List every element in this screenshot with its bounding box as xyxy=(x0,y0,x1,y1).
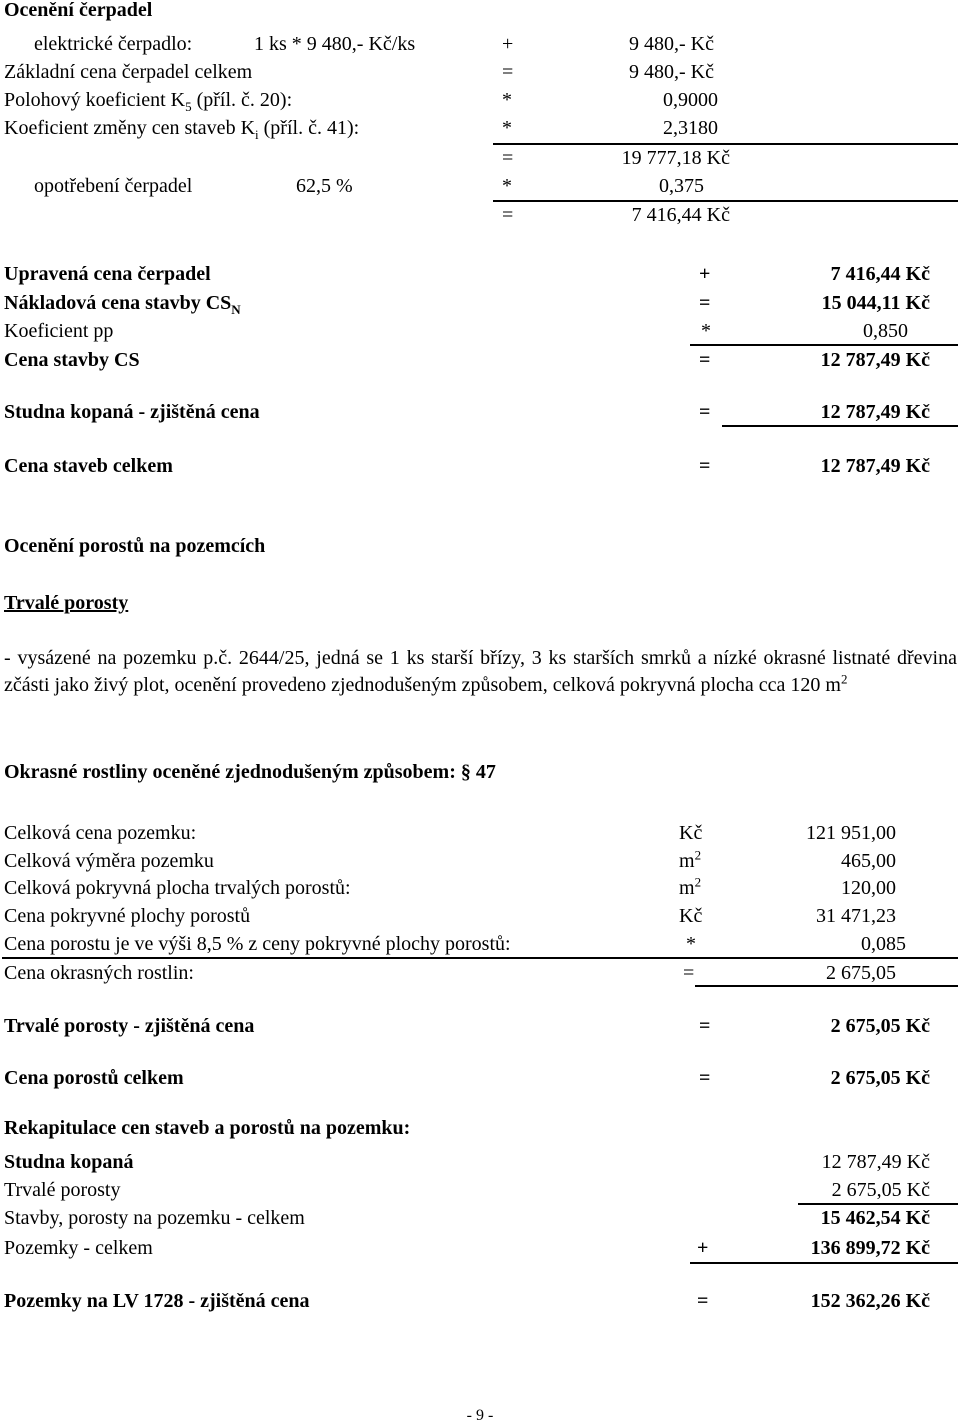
pump-row-value: 9 480,- Kč xyxy=(629,61,714,83)
growth-row-label: Celková cena pozemku: xyxy=(4,822,197,844)
growth-row-label: Cena porostu je ve výši 8,5 % z ceny pokryvné plochy porostů: xyxy=(4,933,511,955)
well-row-label: Nákladová cena stavby $CS_N$ xyxy=(4,292,241,317)
recap-final-op: = xyxy=(697,1290,709,1312)
rule xyxy=(695,985,958,987)
growth-subheading: Trvalé porosty xyxy=(4,592,129,614)
recap-row-value: 136 899,72 Kč xyxy=(810,1237,930,1259)
growth-total-op: = xyxy=(699,1067,711,1089)
well-found-op: = xyxy=(699,401,711,423)
growth-row-unit: = xyxy=(683,962,695,984)
pump-row-op: = xyxy=(502,204,514,226)
pump-row-value: 2,3180 xyxy=(663,117,718,139)
recap-row-value: 2 675,05 Kč xyxy=(831,1179,930,1201)
growth-found-label: Trvalé porosty - zjištěná cena xyxy=(4,1015,255,1037)
growth-row-label: Cena pokryvné plochy porostů xyxy=(4,905,251,927)
recap-row-label: Studna kopaná xyxy=(4,1151,134,1173)
pump-row-value: 9 480,- Kč xyxy=(629,33,714,55)
pump-row-op: = xyxy=(502,147,514,169)
pump-row-op: * xyxy=(502,89,512,111)
growth-row-unit: Kč xyxy=(679,822,703,844)
pump-row-op: + xyxy=(502,33,514,55)
pump-heading: Ocenění čerpadel xyxy=(4,0,153,21)
pump-row-label: opotřebení čerpadel xyxy=(34,175,193,197)
growth-found-op: = xyxy=(699,1015,711,1037)
growth-heading: Ocenění porostů na pozemcích xyxy=(4,535,266,557)
recap-row-op: + xyxy=(697,1237,709,1259)
well-row-value: 12 787,49 Kč xyxy=(820,349,930,371)
well-row-label: Cena stavby CS xyxy=(4,349,140,371)
pump-row-value: 0,375 xyxy=(659,175,704,197)
well-total-value: 12 787,49 Kč xyxy=(820,455,930,477)
pump-row-qty: 1 ks * 9 480,- Kč/ks xyxy=(254,33,416,55)
well-row-op: + xyxy=(699,263,711,285)
pump-row-pct: 62,5 % xyxy=(296,175,353,197)
growth-total-value: 2 675,05 Kč xyxy=(830,1067,930,1089)
growth-row-unit: $m^2$ xyxy=(679,847,702,872)
page-number: - 9 - xyxy=(466,1407,494,1424)
pump-row-value: 19 777,18 Kč xyxy=(621,147,730,169)
pump-row-label: Polohový koeficient $K_5$ (příl. č. 20): xyxy=(4,89,293,114)
rule xyxy=(493,143,958,145)
growth-row-value: 0,085 xyxy=(861,933,906,955)
rule xyxy=(690,344,958,346)
rule xyxy=(493,200,958,202)
pump-row-label: elektrické čerpadlo: xyxy=(34,33,193,55)
pump-row-value: 7 416,44 Kč xyxy=(631,204,730,226)
rule xyxy=(690,1262,958,1264)
pump-row-label: Koeficient změny cen staveb $K_i$ (příl. č. 41): xyxy=(4,117,360,142)
well-row-value: 7 416,44 Kč xyxy=(830,263,930,285)
well-found-label: Studna kopaná - zjištěná cena xyxy=(4,401,260,423)
well-row-value: 0,850 xyxy=(863,320,908,342)
growth-row-unit: * xyxy=(686,933,696,955)
simplified-label: Okrasné rostliny oceněné zjednodušeným způsobem: § 47 xyxy=(4,761,496,783)
growth-row-label: Celková výměra pozemku xyxy=(4,850,214,872)
rule xyxy=(722,425,958,427)
growth-row-value: 465,00 xyxy=(841,850,896,872)
well-found-value: 12 787,49 Kč xyxy=(820,401,930,423)
well-row-op: = xyxy=(699,349,711,371)
pump-row-value: 0,9000 xyxy=(663,89,718,111)
recap-row-label: Pozemky - celkem xyxy=(4,1237,153,1259)
growth-total-label: Cena porostů celkem xyxy=(4,1067,184,1089)
growth-row-unit: Kč xyxy=(679,905,703,927)
pump-row-op: * xyxy=(502,117,512,139)
section-sign: § xyxy=(460,761,471,783)
recap-row-label: Stavby, porosty na pozemku - celkem xyxy=(4,1207,305,1229)
growth-row-unit: $m^2$ xyxy=(679,874,702,899)
well-row-op: * xyxy=(701,320,711,342)
pump-row-op: * xyxy=(502,175,512,197)
recap-row-value: 15 462,54 Kč xyxy=(820,1207,930,1229)
well-row-label: Upravená cena čerpadel xyxy=(4,263,211,285)
rule xyxy=(798,1203,958,1205)
growth-row-value: 120,00 xyxy=(841,877,896,899)
growth-row-label: Cena okrasných rostlin: xyxy=(4,962,194,984)
recap-final-value: 152 362,26 Kč xyxy=(810,1290,930,1312)
pump-row-op: = xyxy=(502,61,514,83)
growth-row-value: 2 675,05 xyxy=(826,962,896,984)
growth-description: - vysázené na pozemku p.č. 2644/25, jedná se 1 ks starší břízy, 3 ks starších smrků a nízké okrasné listnaté dřevina zčásti jako živý plot, ocenění provedeno zjednodušeným způsobem, celková pokryvná plocha cca 120 $m^2$ xyxy=(4,647,957,696)
recap-heading: Rekapitulace cen staveb a porostů na pozemku: xyxy=(4,1117,411,1139)
growth-found-value: 2 675,05 Kč xyxy=(830,1015,930,1037)
well-row-op: = xyxy=(699,292,711,314)
rule xyxy=(2,957,958,959)
recap-final-label: Pozemky na LV 1728 - zjištěná cena xyxy=(4,1290,310,1312)
recap-row-value: 12 787,49 Kč xyxy=(821,1151,930,1173)
well-row-value: 15 044,11 Kč xyxy=(821,292,930,314)
growth-row-value: 31 471,23 xyxy=(816,905,896,927)
well-total-label: Cena staveb celkem xyxy=(4,455,173,477)
pump-row-label: Základní cena čerpadel celkem xyxy=(4,61,253,83)
well-total-op: = xyxy=(699,455,711,477)
growth-row-value: 121 951,00 xyxy=(806,822,896,844)
well-row-label: Koeficient pp xyxy=(4,320,114,342)
recap-row-label: Trvalé porosty xyxy=(4,1179,121,1201)
growth-row-label: Celková pokryvná plocha trvalých porostů: xyxy=(4,877,351,899)
